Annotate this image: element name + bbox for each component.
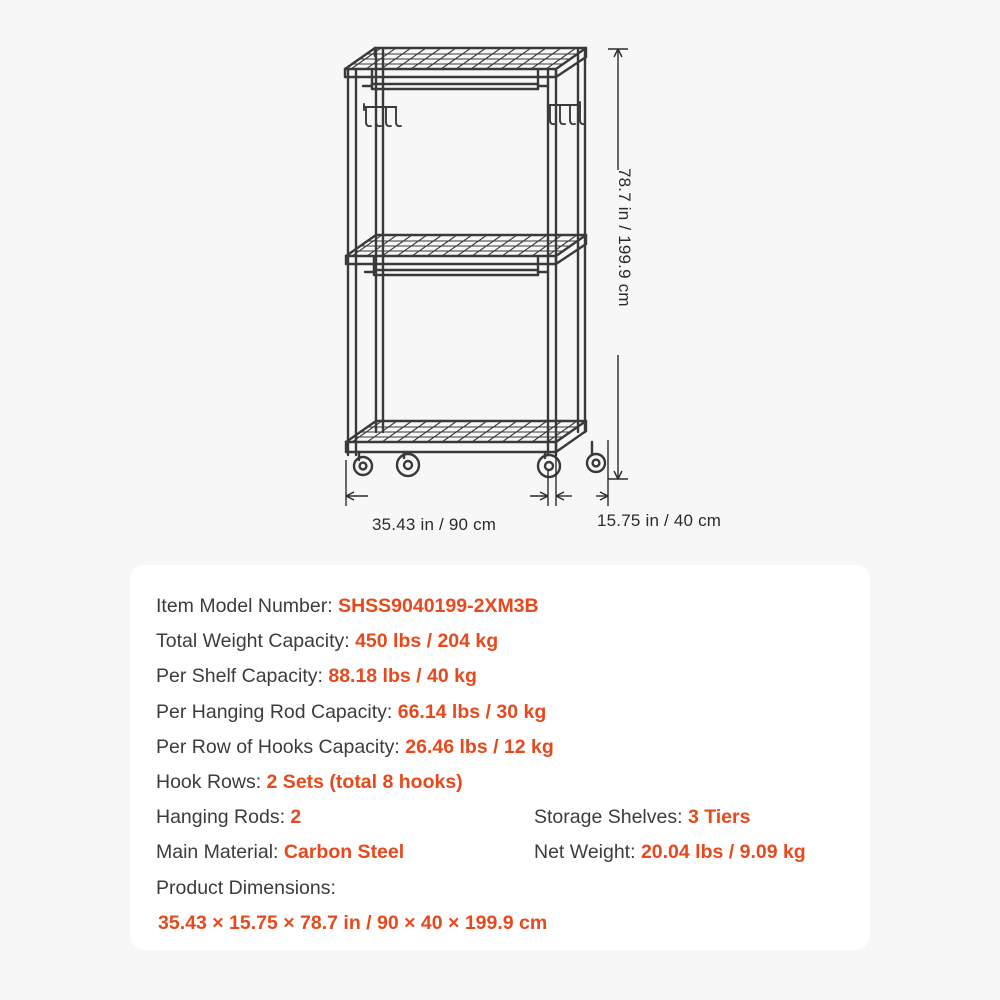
spec-value-shelf-capacity: 88.18 lbs / 40 kg [328,665,477,688]
spec-row-product-dimensions [156,871,844,906]
spec-label-net-weight: Net Weight: [534,841,636,864]
spec-label-storage-shelves: Storage Shelves: [534,806,683,829]
spec-value-hook-row-capacity: 26.46 lbs / 12 kg [405,735,554,758]
spec-value-storage-shelves: 3 Tiers [687,806,751,829]
spec-label-model: Item Model Number: [156,595,333,617]
spec-row-total-capacity [156,624,844,659]
spec-row-hook-rows [156,765,844,800]
top-shelf [345,48,586,77]
spec-value-hanging-rods: 2 [290,806,302,829]
casters [354,442,605,477]
dimension-label-width: 35.43 in / 90 cm [372,515,497,534]
spec-label-shelf-capacity: Per Shelf Capacity: [156,665,323,688]
hook-row-right [548,102,585,124]
spec-label-product-dimensions: Product Dimensions: [156,876,336,899]
spec-cell-storage-shelves [534,800,844,835]
spec-card [130,565,870,950]
spec-value-total-capacity: 450 lbs / 204 kg [355,630,499,653]
spec-label-total-capacity: Total Weight Capacity: [156,630,350,653]
dimension-label-height: 78.7 in / 199.9 cm [615,168,634,307]
lower-hanging-rod [365,257,547,275]
spec-row-rods-shelves [156,800,844,835]
spec-row-model [156,589,844,624]
spec-row-shelf-capacity [156,659,844,694]
spec-label-hanging-rods: Hanging Rods: [156,806,285,829]
dimension-label-depth: 15.75 in / 40 cm [597,511,722,530]
spec-row-hook-row-capacity [156,730,844,765]
spec-cell-net-weight [534,835,844,870]
spec-label-main-material: Main Material: [156,841,279,864]
spec-label-rod-capacity: Per Hanging Rod Capacity: [156,700,393,723]
top-hanging-rod [363,70,547,89]
spec-value-product-dimensions: 35.43 × 15.75 × 78.7 in / 90 × 40 × 199.9 cm [158,911,548,934]
spec-row-material-weight [156,835,844,870]
spec-label-hook-rows: Hook Rows: [156,771,262,794]
spec-row-rod-capacity [156,695,844,730]
spec-value-net-weight: 20.04 lbs / 9.09 kg [640,841,806,864]
spec-value-main-material: Carbon Steel [283,841,405,864]
spec-value-rod-capacity: 66.14 lbs / 30 kg [397,700,547,723]
spec-cell-main-material [156,835,534,870]
spec-value-model: SHSS9040199-2XM3B [338,595,539,617]
spec-value-hook-rows: 2 Sets (total 8 hooks) [266,771,463,794]
spec-label-hook-row-capacity: Per Row of Hooks Capacity: [156,735,400,758]
spec-cell-hanging-rods [156,800,534,835]
